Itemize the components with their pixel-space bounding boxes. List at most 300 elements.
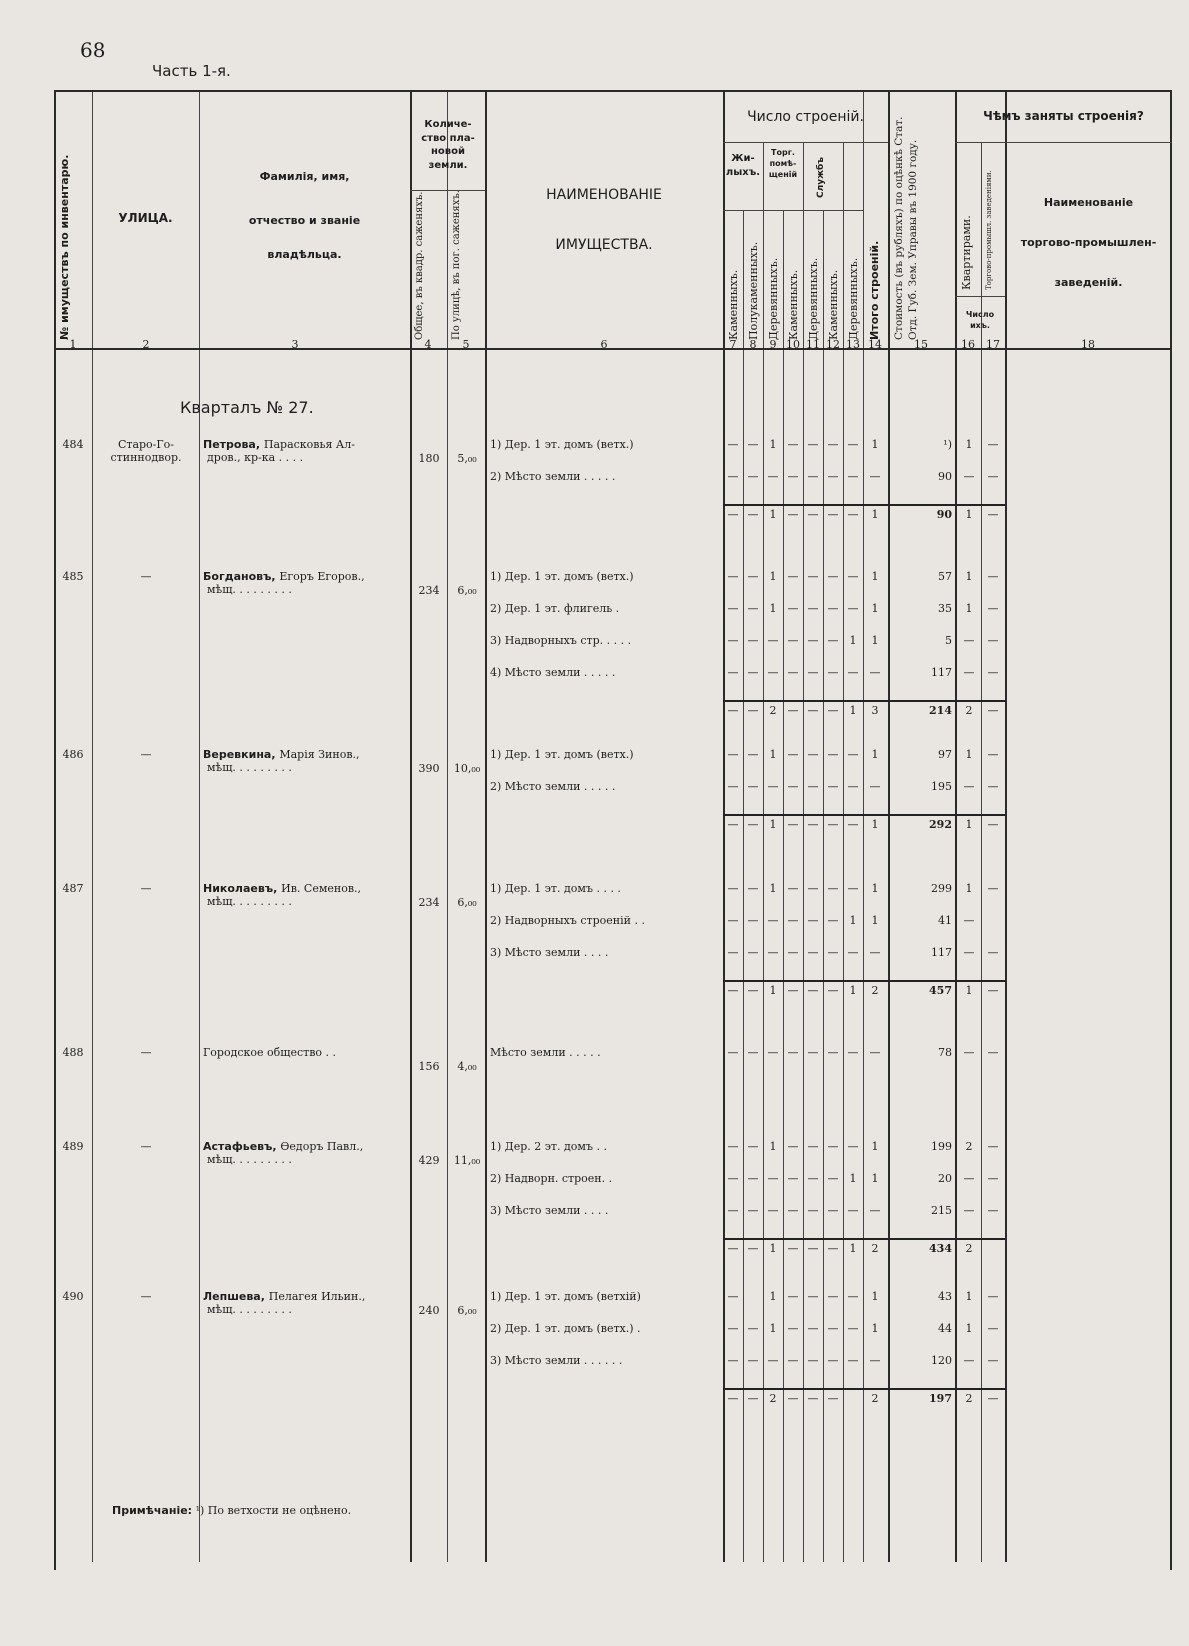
item-count: — (787, 570, 799, 583)
record-area: 429 (418, 1154, 440, 1167)
record-frontage: 10,₀₀ (453, 762, 481, 775)
column-number: 3 (291, 338, 299, 351)
item-value: 97 (938, 748, 952, 761)
owner-surname: Астафьевъ, (203, 1140, 281, 1153)
item-count: 1 (769, 570, 777, 583)
column-number: 14 (868, 338, 882, 351)
column-number: 18 (1081, 338, 1095, 351)
record-frontage: 4,₀₀ (457, 1060, 477, 1073)
item-count: — (787, 1046, 799, 1059)
item-count: — (827, 602, 839, 615)
column-number: 2 (142, 338, 150, 351)
owner-name: Ив. Семенов., (281, 882, 362, 895)
total-count: — (747, 818, 759, 831)
header-street: УЛИЦА. (118, 211, 173, 225)
total-count: — (727, 818, 739, 831)
col-rule (92, 92, 93, 1562)
col-rule (447, 92, 448, 1562)
total-count: — (807, 1392, 819, 1405)
owner-surname: Лепшева, (203, 1290, 269, 1303)
item-value: 20 (938, 1172, 952, 1185)
item-count: — (787, 1322, 799, 1335)
total-count: — (807, 1242, 819, 1255)
column-number: 8 (749, 338, 757, 351)
total-count: 1 (849, 1242, 857, 1255)
item-name: 2) Надворныхъ строеній . . (490, 914, 645, 927)
header-c7: Каменныхъ. (727, 269, 740, 340)
header-c8: Полукаменныхъ. (747, 241, 760, 340)
header-rule (955, 296, 1005, 297)
header-property-2: ИМУЩЕСТВА. (555, 237, 653, 253)
item-count: 1 (769, 1322, 777, 1335)
item-count: — (767, 946, 779, 959)
item-count: — (807, 1322, 819, 1335)
item-count: — (807, 1046, 819, 1059)
total-count: — (787, 1392, 799, 1405)
item-count: — (747, 1172, 759, 1185)
total-count: — (727, 508, 739, 521)
item-value: 5 (945, 634, 952, 647)
item-value: 78 (938, 1046, 952, 1059)
item-count: — (747, 946, 759, 959)
item-count: — (747, 570, 759, 583)
column-number: 9 (769, 338, 777, 351)
item-count: — (827, 1046, 839, 1059)
record-street: — (140, 1290, 152, 1303)
item-count: 1 (849, 634, 857, 647)
item-count: 1 (769, 602, 777, 615)
total-value: 457 (929, 984, 952, 997)
record-street: — (140, 1046, 152, 1059)
item-count: 1 (871, 570, 879, 583)
item-count: — (869, 780, 881, 793)
item-count: — (747, 438, 759, 451)
item-count: — (847, 1354, 859, 1367)
item-apartments: 2 (965, 1140, 973, 1153)
item-count: — (847, 1046, 859, 1059)
total-count: — (827, 1392, 839, 1405)
column-number: 15 (914, 338, 928, 351)
total-count: — (787, 984, 799, 997)
item-count: — (727, 1354, 739, 1367)
item-value: 44 (938, 1322, 952, 1335)
item-apartments: 1 (965, 438, 973, 451)
header-frontage: По улицѣ, въ пог. саженяхъ. (451, 190, 462, 340)
record-number: 488 (62, 1046, 84, 1059)
header-c16: Квартирами. (960, 215, 973, 290)
item-count: — (847, 1290, 859, 1303)
item-apartments: 1 (965, 602, 973, 615)
record-frontage: 11,₀₀ (453, 1154, 481, 1167)
header-c18-2: торгово-промышлен- (1020, 236, 1157, 249)
item-name: 3) Мѣсто земли . . . . (490, 946, 609, 959)
column-number: 12 (826, 338, 840, 351)
item-count: — (787, 882, 799, 895)
item-count: — (787, 1204, 799, 1217)
item-count: — (807, 1140, 819, 1153)
total-count: — (787, 1242, 799, 1255)
header-rule (723, 142, 888, 143)
record-owner (203, 1046, 336, 1059)
item-count: — (787, 602, 799, 615)
item-count: — (747, 470, 759, 483)
item-count: — (847, 780, 859, 793)
column-number: 13 (846, 338, 860, 351)
total-count: 1 (769, 508, 777, 521)
item-count: — (767, 914, 779, 927)
item-count: — (727, 1046, 739, 1059)
item-value: 41 (938, 914, 952, 927)
item-apartments: — (963, 946, 975, 959)
item-apartments: 1 (965, 1322, 973, 1335)
total-rule (723, 504, 1005, 506)
item-count: — (827, 634, 839, 647)
item-value: 90 (938, 470, 952, 483)
record-street: Старо-Го-стиннодвор. (110, 438, 182, 464)
owner-title: мѣщ. . . . . . . . . (207, 895, 292, 908)
header-c9: Деревянныхъ. (767, 257, 780, 340)
column-number: 10 (786, 338, 800, 351)
record-number: 484 (62, 438, 84, 451)
item-value: 117 (931, 946, 952, 959)
record-street: — (140, 570, 152, 583)
item-count: — (807, 1204, 819, 1217)
total-count: 2 (769, 704, 777, 717)
owner-title: мѣщ. . . . . . . . . (207, 761, 292, 774)
item-count: 1 (871, 1290, 879, 1303)
item-name: 2) Дер. 1 эт. флигель . (490, 602, 620, 615)
item-count: — (869, 1204, 881, 1217)
item-name: 1) Дер. 1 эт. домъ (ветхій) (490, 1290, 641, 1303)
total-rule (723, 1388, 1005, 1390)
part-label: Часть 1-я. (152, 62, 231, 80)
item-count: — (827, 1140, 839, 1153)
item-count: — (827, 1172, 839, 1185)
item-name: 3) Мѣсто земли . . . . (490, 1204, 609, 1217)
total-count: — (807, 984, 819, 997)
total-count: — (827, 704, 839, 717)
item-trade: — (987, 438, 999, 451)
total-apartments: 1 (965, 508, 973, 521)
owner-name: Ѳедоръ Павл., (280, 1140, 364, 1153)
owner-surname: Петрова, (203, 438, 264, 451)
owner-name: Пелагея Ильин., (268, 1290, 366, 1303)
header-col1: № имуществъ по инвентарю. (58, 154, 71, 340)
item-count: 1 (871, 748, 879, 761)
header-land: Количе-ство пла-новой земли. (421, 119, 475, 171)
total-count: 1 (769, 818, 777, 831)
item-count: 1 (871, 914, 879, 927)
total-value: 434 (929, 1242, 952, 1255)
total-count: — (727, 984, 739, 997)
item-count: 1 (871, 882, 879, 895)
item-count: — (807, 666, 819, 679)
item-count: — (747, 602, 759, 615)
item-count: — (807, 1172, 819, 1185)
item-count: — (807, 1354, 819, 1367)
item-count: — (747, 1204, 759, 1217)
item-count: — (827, 946, 839, 959)
header-residential: Жи-лыхъ. (725, 153, 761, 178)
item-count: — (787, 438, 799, 451)
total-trade: — (987, 984, 999, 997)
column-number: 5 (462, 338, 470, 351)
item-count: — (807, 634, 819, 647)
item-trade: — (987, 1322, 999, 1335)
item-count: — (827, 1204, 839, 1217)
item-value: 215 (931, 1204, 952, 1217)
col-rule (843, 142, 844, 1562)
header-rule (955, 142, 1172, 143)
item-value: 299 (931, 882, 952, 895)
column-number: 6 (600, 338, 608, 351)
record-street: — (140, 882, 152, 895)
record-area: 390 (418, 762, 440, 775)
record-number: 489 (62, 1140, 84, 1153)
item-count: 1 (871, 438, 879, 451)
header-buildings: Число строеній. (747, 109, 864, 125)
item-count: 1 (769, 438, 777, 451)
item-name: 2) Дер. 1 эт. домъ (ветх.) . (490, 1322, 641, 1335)
item-trade: — (987, 748, 999, 761)
item-count: — (807, 780, 819, 793)
total-count: 2 (871, 1392, 879, 1405)
total-count: 2 (769, 1392, 777, 1405)
total-apartments: 2 (965, 1242, 973, 1255)
item-count: — (847, 946, 859, 959)
total-count: 1 (849, 984, 857, 997)
item-count: — (827, 470, 839, 483)
item-count: — (787, 1354, 799, 1367)
item-apartments: — (963, 634, 975, 647)
total-count: 1 (871, 508, 879, 521)
total-trade: — (987, 704, 999, 717)
item-count: 1 (871, 634, 879, 647)
item-count: — (727, 914, 739, 927)
item-count: — (767, 1204, 779, 1217)
item-count: — (727, 1140, 739, 1153)
record-owner (203, 1140, 363, 1166)
record-street: — (140, 1140, 152, 1153)
record-number: 485 (62, 570, 84, 583)
col-rule (863, 92, 864, 1562)
item-value: 43 (938, 1290, 952, 1303)
item-count: — (787, 780, 799, 793)
record-owner (203, 570, 365, 596)
total-count: — (747, 1242, 759, 1255)
total-count: — (807, 818, 819, 831)
total-value: 292 (929, 818, 952, 831)
footnote-text: ¹) По ветхости не оцѣнено. (195, 1504, 352, 1517)
total-count: 1 (849, 704, 857, 717)
item-count: — (787, 634, 799, 647)
item-count: — (727, 780, 739, 793)
owner-title: дров., кр-ка . . . . (207, 451, 304, 464)
item-count: — (847, 1140, 859, 1153)
item-value: 57 (938, 570, 952, 583)
item-count: — (807, 882, 819, 895)
total-count: — (727, 1392, 739, 1405)
item-name: 3) Мѣсто земли . . . . . . (490, 1354, 623, 1367)
item-apartments: 1 (965, 748, 973, 761)
item-count: — (827, 1354, 839, 1367)
owner-surname: Веревкина, (203, 748, 280, 761)
item-count: — (847, 882, 859, 895)
item-name: 1) Дер. 1 эт. домъ (ветх.) (490, 438, 634, 451)
header-rule (723, 210, 863, 211)
item-count: — (727, 470, 739, 483)
total-trade: — (987, 1392, 999, 1405)
owner-name: Городское общество . . (203, 1046, 337, 1059)
item-count: — (827, 780, 839, 793)
owner-surname: Богдановъ, (203, 570, 280, 583)
item-count: — (847, 570, 859, 583)
item-count: — (747, 1322, 759, 1335)
item-name: 2) Надворн. строен. . (490, 1172, 613, 1185)
item-count: — (787, 470, 799, 483)
item-count: — (869, 1046, 881, 1059)
item-count: — (747, 914, 759, 927)
header-c18-3: заведеній. (1054, 276, 1123, 289)
item-count: — (727, 882, 739, 895)
header-area: Общее, въ квадр. саженяхъ. (414, 191, 425, 340)
item-count: — (847, 1322, 859, 1335)
column-number: 16 (961, 338, 975, 351)
record-frontage: 5,₀₀ (457, 452, 477, 465)
record-frontage: 6,₀₀ (457, 1304, 477, 1317)
item-name: 3) Надворныхъ стр. . . . . (490, 634, 632, 647)
item-count: — (727, 1204, 739, 1217)
item-count: — (827, 438, 839, 451)
total-count: — (727, 1242, 739, 1255)
item-count: — (787, 946, 799, 959)
item-count: — (847, 1204, 859, 1217)
total-apartments: 2 (965, 1392, 973, 1405)
item-value: 199 (931, 1140, 952, 1153)
item-trade: — (987, 1204, 999, 1217)
item-value: 35 (938, 602, 952, 615)
item-count: — (747, 1354, 759, 1367)
header-owner-1: Фамилія, имя, (259, 170, 350, 183)
col-rule (410, 92, 412, 1562)
item-trade: — (987, 666, 999, 679)
item-count: — (827, 1322, 839, 1335)
item-count: — (807, 570, 819, 583)
item-apartments: — (963, 1204, 975, 1217)
item-name: 1) Дер. 1 эт. домъ (ветх.) (490, 570, 634, 583)
header-occupied: Чѣмъ заняты строенія? (983, 109, 1144, 123)
record-owner (203, 882, 361, 908)
item-count: 1 (871, 1140, 879, 1153)
item-name: 2) Мѣсто земли . . . . . (490, 470, 616, 483)
total-apartments: 2 (965, 704, 973, 717)
item-trade: — (987, 470, 999, 483)
item-count: — (747, 1046, 759, 1059)
item-count: 1 (849, 914, 857, 927)
total-rule (723, 814, 1005, 816)
total-value: 90 (936, 508, 952, 521)
item-name: 1) Дер. 1 эт. домъ (ветх.) (490, 748, 634, 761)
item-apartments: — (963, 1172, 975, 1185)
item-apartments: 1 (965, 882, 973, 895)
item-count: — (767, 780, 779, 793)
item-trade: — (987, 1046, 999, 1059)
total-apartments: 1 (965, 984, 973, 997)
record-street: — (140, 748, 152, 761)
owner-title: мѣщ. . . . . . . . . (207, 583, 292, 596)
header-c10: Каменныхъ. (787, 269, 800, 340)
owner-title: мѣщ. . . . . . . . . (207, 1153, 292, 1166)
total-count: — (727, 704, 739, 717)
header-c17: Торгово-промышл. заведеніями. (985, 170, 993, 290)
total-count: — (747, 508, 759, 521)
header-bottom-rule (54, 348, 1172, 350)
column-number: 4 (424, 338, 432, 351)
item-trade: — (987, 1140, 999, 1153)
record-frontage: 6,₀₀ (457, 896, 477, 909)
total-count: — (787, 818, 799, 831)
header-service: Службъ (816, 156, 826, 198)
record-area: 180 (418, 452, 440, 465)
item-trade: — (987, 780, 999, 793)
item-apartments: 1 (965, 1290, 973, 1303)
item-count: — (747, 882, 759, 895)
item-value: 117 (931, 666, 952, 679)
total-count: — (807, 704, 819, 717)
owner-name: Парасковья Ал- (263, 438, 355, 451)
owner-title: мѣщ. . . . . . . . . (207, 1303, 292, 1316)
item-count: — (827, 1290, 839, 1303)
item-count: — (827, 748, 839, 761)
total-count: — (827, 984, 839, 997)
header-trade: Торг. помѣ-щеній (768, 148, 798, 179)
item-apartments: — (963, 780, 975, 793)
item-apartments: — (963, 666, 975, 679)
item-name: 1) Дер. 2 эт. домъ . . (490, 1140, 607, 1153)
item-count: — (807, 946, 819, 959)
total-count: 1 (769, 984, 777, 997)
record-owner (203, 1290, 365, 1316)
item-count: — (767, 666, 779, 679)
item-count: — (787, 748, 799, 761)
item-count: — (727, 438, 739, 451)
total-count: — (747, 704, 759, 717)
item-count: — (727, 748, 739, 761)
item-apartments: — (963, 470, 975, 483)
item-count: — (827, 570, 839, 583)
item-trade: — (987, 1354, 999, 1367)
item-count: — (747, 748, 759, 761)
total-count: — (827, 818, 839, 831)
item-apartments: 1 (965, 570, 973, 583)
item-count: — (827, 666, 839, 679)
total-value: 214 (929, 704, 952, 717)
item-count: 1 (769, 1140, 777, 1153)
item-count: — (787, 666, 799, 679)
total-count: — (847, 508, 859, 521)
item-count: — (847, 470, 859, 483)
total-count: — (787, 704, 799, 717)
header-c13: Деревянныхъ. (847, 257, 860, 340)
total-count: 3 (871, 704, 879, 717)
item-count: — (847, 666, 859, 679)
item-count: — (767, 1172, 779, 1185)
item-count: 1 (769, 882, 777, 895)
total-apartments: 1 (965, 818, 973, 831)
item-trade: — (987, 634, 999, 647)
quarter-title: Кварталъ № 27. (180, 398, 314, 417)
item-apartments: — (963, 1354, 975, 1367)
